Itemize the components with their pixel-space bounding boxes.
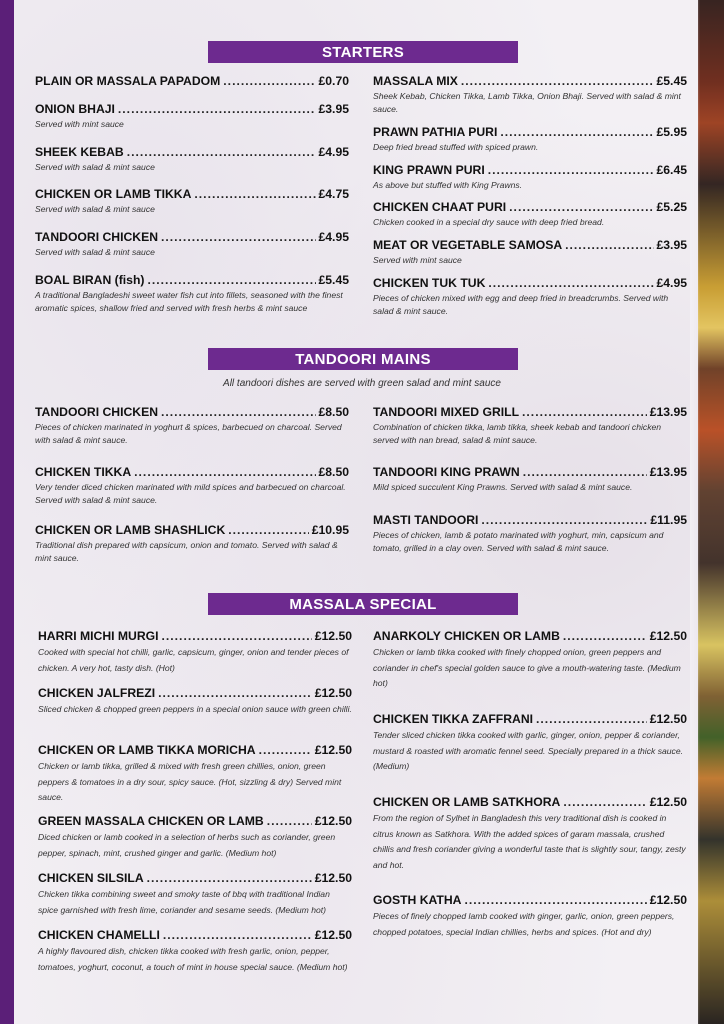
item-description: Served with mint sauce [373, 255, 462, 265]
item-price: £5.45 [318, 273, 349, 287]
menu-item [38, 685, 352, 718]
item-description: Pieces of chicken mixed with egg and deep fried in breadcrumbs. Served with salad & mint sauce. [373, 293, 669, 316]
item-price: £12.50 [314, 743, 352, 757]
item-description: Very tender diced chicken marinated with mild spices and barbecued on charcoal. Served with salad & mint sauce. [35, 482, 346, 505]
item-name: SHEEK KEBAB [35, 145, 124, 159]
menu-item [35, 522, 349, 564]
item-name: BOAL BIRAN (fish) [35, 273, 145, 287]
menu-item [373, 711, 687, 775]
menu-item [373, 73, 687, 115]
menu-item [38, 927, 352, 975]
item-name: HARRI MICHI MURGI [38, 629, 159, 643]
item-name: GREEN MASSALA CHICKEN OR LAMB [38, 814, 264, 828]
item-name: MASTI TANDOORI [373, 513, 479, 527]
item-description: Mild spiced succulent King Prawns. Served with salad & mint sauce. [373, 482, 633, 492]
food-photo-edge [698, 0, 724, 1024]
item-price: £12.50 [649, 795, 687, 809]
menu-item [373, 794, 687, 873]
item-price: £0.70 [318, 74, 349, 88]
item-name: CHICKEN JALFREZI [38, 686, 156, 700]
menu-item [373, 237, 687, 267]
menu-item [373, 404, 687, 446]
menu-item [373, 628, 687, 692]
item-description: Traditional dish prepared with capsicum, onion and tomato. Served with salad & mint sauce. [35, 540, 338, 563]
item-price: £13.95 [649, 405, 687, 419]
item-name: TANDOORI CHICKEN [35, 405, 158, 419]
item-description: Pieces of chicken marinated in yoghurt & spices, barbecued on charcoal. Served with salad & mint sauce. [35, 422, 342, 445]
item-description: From the region of Sylhet in Bangladesh this very traditional dish is cooked in citrus known as Satkhora. With the added spices of garam massala, crushed chillis and fresh coriander giving a wonderful taste that is slightly sour, tangy, zesty and hot. [373, 813, 686, 870]
item-price: £8.50 [318, 465, 349, 479]
massala-special-banner: MASSALA SPECIAL [208, 593, 518, 615]
item-description: A highly flavoured dish, chicken tikka cooked with fresh garlic, onion, pepper, tomatoes, yoghurt, coconut, a touch of mint in house special sauce. (Medium hot) [38, 946, 348, 972]
item-price: £12.50 [649, 712, 687, 726]
item-price: £10.95 [311, 523, 349, 537]
item-description: Diced chicken or lamb cooked in a selection of herbs such as coriander, green pepper, spinach, mint, crushed ginger and garlic. (Medium hot) [38, 832, 336, 858]
item-price: £4.95 [318, 145, 349, 159]
item-description: Pieces of chicken, lamb & potato marinated with yoghurt, min, capsicum and tomato, grilled in a clay oven. Served with salad & mint sauce. [373, 530, 664, 553]
item-name: MASSALA MIX [373, 74, 458, 88]
item-price: £12.50 [314, 629, 352, 643]
item-name: CHICKEN SILSILA [38, 871, 144, 885]
item-name: CHICKEN OR LAMB SHASHLICK [35, 523, 226, 537]
item-description: Chicken tikka combining sweet and smoky taste of bbq with traditional Indian spice garnished with fresh lime, coriander and sesame seeds. (Medium hot) [38, 889, 330, 915]
item-price: £5.45 [656, 74, 687, 88]
item-description: Deep fried bread stuffed with spiced prawn. [373, 142, 539, 152]
item-name: CHICKEN CHAMELLI [38, 928, 160, 942]
item-name: CHICKEN TIKKA [35, 465, 132, 479]
item-name: MEAT OR VEGETABLE SAMOSA [373, 238, 563, 252]
item-description: Cooked with special hot chilli, garlic, capsicum, ginger, onion and tender pieces of chicken. A very hot, tasty dish. (Hot) [38, 647, 349, 673]
item-price: £12.50 [649, 893, 687, 907]
item-name: CHICKEN OR LAMB SATKHORA [373, 795, 561, 809]
item-name: PLAIN OR MASSALA PAPADOM [35, 74, 221, 88]
item-name: TANDOORI CHICKEN [35, 230, 158, 244]
menu-item [38, 870, 352, 918]
menu-item [35, 101, 349, 131]
item-description: Sheek Kebab, Chicken Tikka, Lamb Tikka, Onion Bhaji. Served with salad & mint sauce. [373, 91, 681, 114]
item-name: PRAWN PATHIA PURI [373, 125, 498, 139]
item-price: £12.50 [314, 871, 352, 885]
item-price: £12.50 [314, 928, 352, 942]
item-price: £12.50 [314, 814, 352, 828]
item-description: As above but stuffed with King Prawns. [373, 180, 523, 190]
menu-item [35, 272, 349, 314]
left-purple-bar [0, 0, 14, 1024]
menu-item [373, 124, 687, 154]
item-price: £4.95 [656, 276, 687, 290]
item-name: TANDOORI MIXED GRILL [373, 405, 520, 419]
item-description: Pieces of finely chopped lamb cooked with ginger, garlic, onion, green peppers, chopped potatoes, special Indian chillies, herbs and spices. (Hot and dry) [373, 911, 675, 937]
menu-item [38, 628, 352, 676]
menu-item [373, 275, 687, 317]
item-name: CHICKEN OR LAMB TIKKA [35, 187, 192, 201]
item-description: Chicken cooked in a special dry sauce with deep fried bread. [373, 217, 605, 227]
item-name: CHICKEN TUK TUK [373, 276, 486, 290]
menu-item [35, 404, 349, 446]
item-name: ANARKOLY CHICKEN OR LAMB [373, 629, 560, 643]
item-name: CHICKEN TIKKA ZAFFRANI [373, 712, 534, 726]
menu-item [373, 512, 687, 554]
menu-item [35, 73, 349, 89]
menu-item [35, 464, 349, 506]
item-description: Chicken or lamb tikka, grilled & mixed with fresh green chillies, onion, green peppers & tomatoes in a dry sour, spicy sauce. (Hot, sizzling & dry) Served mint sauce. [38, 761, 342, 802]
menu-item [373, 199, 687, 229]
item-price: £3.95 [318, 102, 349, 116]
item-name: GOSTH KATHA [373, 893, 462, 907]
menu-item [35, 186, 349, 216]
menu-item [373, 162, 687, 192]
tandoori-mains-banner: TANDOORI MAINS [208, 348, 518, 370]
item-name: KING PRAWN PURI [373, 163, 485, 177]
menu-item [38, 813, 352, 861]
item-price: £11.95 [650, 513, 687, 527]
item-name: CHICKEN CHAAT PURI [373, 200, 507, 214]
item-price: £12.50 [314, 686, 352, 700]
tandoori-note: All tandoori dishes are served with green salad and mint sauce [223, 378, 501, 389]
item-description: Served with mint sauce [35, 119, 124, 129]
item-description: Served with salad & mint sauce [35, 247, 155, 257]
item-description: Sliced chicken & chopped green peppers in a special onion sauce with green chilli. [38, 704, 352, 714]
menu-item [373, 464, 687, 494]
item-price: £6.45 [656, 163, 687, 177]
item-price: £5.25 [656, 200, 687, 214]
item-description: Chicken or lamb tikka cooked with finely chopped onion, green peppers and coriander in chef's special golden sauce to give a mouth-watering taste. (Medium hot) [373, 647, 681, 688]
item-price: £12.50 [649, 629, 687, 643]
menu-item [35, 229, 349, 259]
item-description: Tender sliced chicken tikka cooked with garlic, ginger, onion, pepper & coriander, mustard & roasted with aromatic fennel seed. Specially prepared in a thick sauce. (Medium) [373, 730, 684, 771]
item-description: Served with salad & mint sauce [35, 162, 155, 172]
item-name: TANDOORI KING PRAWN [373, 465, 520, 479]
starters-banner: STARTERS [208, 41, 518, 63]
item-description: A traditional Bangladeshi sweet water fish cut into fillets, seasoned with the finest aromatic spices, shallow fried and served with fresh herbs & mint sauce [35, 290, 343, 313]
menu-item [35, 144, 349, 174]
item-price: £4.75 [318, 187, 349, 201]
item-description: Combination of chicken tikka, lamb tikka, sheek kebab and tandoori chicken served with nan bread, salad & mint sauce. [373, 422, 662, 445]
item-price: £8.50 [318, 405, 349, 419]
menu-item [38, 742, 352, 806]
item-description: Served with salad & mint sauce [35, 204, 155, 214]
item-price: £5.95 [656, 125, 687, 139]
item-price: £3.95 [656, 238, 687, 252]
item-price: £4.95 [318, 230, 349, 244]
item-name: CHICKEN OR LAMB TIKKA MORICHA [38, 743, 256, 757]
item-name: ONION BHAJI [35, 102, 115, 116]
menu-item [373, 892, 687, 940]
item-price: £13.95 [649, 465, 687, 479]
